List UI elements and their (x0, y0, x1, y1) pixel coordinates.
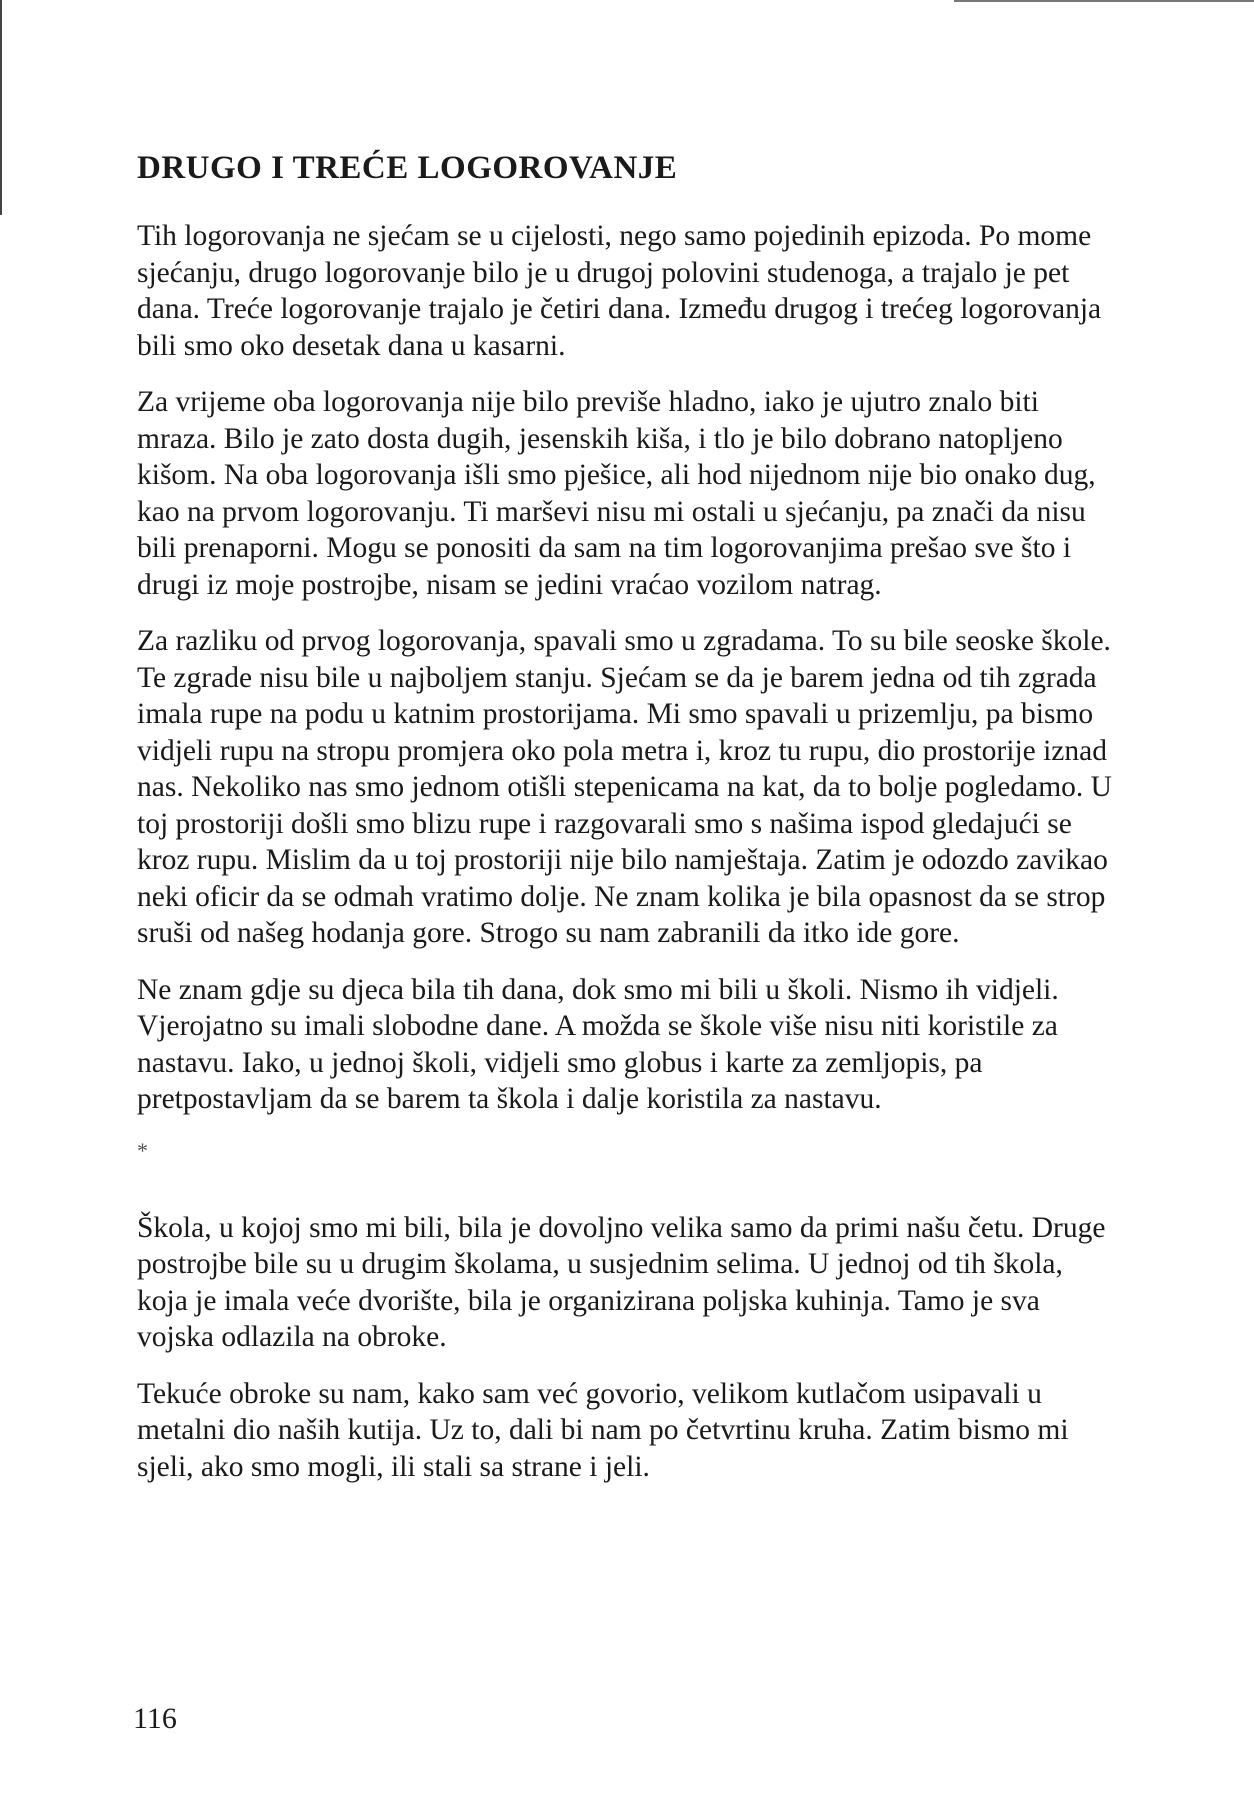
section-separator: * (137, 1137, 148, 1163)
scan-edge-top (954, 0, 1254, 2)
paragraph: Tih logorovanja ne sjećam se u cijelosti, nego samo pojedinih epizoda. Po mome sjećanju, drugo logorovanje bilo je u drugoj polovini studenoga, a trajalo je pet dana. Treće logorovanje trajalo je četiri dana. Između drugog i trećeg logorovanja bili smo oko desetak dana u kasarni. (137, 220, 1102, 362)
paragraph: Ne znam gdje su djeca bila tih dana, dok smo mi bili u školi. Nismo ih vidjeli. Vjerojatno su imali slobodne dane. A možda se škole više nisu niti koristile za nastavu. Iako, u jednoj školi, vidjeli smo globus i karte za zemljopis, pa pretpostavljam da se barem ta škola i dalje koristila za nastavu. (137, 973, 1059, 1115)
page-number: 116 (133, 1702, 177, 1735)
chapter-title: DRUGO I TREĆE LOGOROVANJE (137, 150, 678, 186)
paragraph: Za vrijeme oba logorovanja nije bilo previše hladno, iako je ujutro znalo biti mraza. Bilo je zato dosta dugih, jesenskih kiša, i tlo je bilo dobrano natopljeno kišom. Na oba logorovanja išli smo pješice, ali hod nijednom nije bio onako dug, kao na prvom logorovanju. Ti marševi nisu mi ostali u sjećanju, pa znači da nisu bili prenaporni. Mogu se ponositi da sam na tim logorovanjima prešao sve što i drugi iz moje postrojbe, nisam se jedini vraćao vozilom natrag. (137, 386, 1096, 601)
paragraph: Za razliku od prvog logorovanja, spavali smo u zgradama. To su bile seoske škole. Te zgrade nisu bile u najboljem stanju. Sjećam se da je barem jedna od tih zgrada imala rupe na podu u katnim prostorijama. Mi smo spavali u prizemlju, pa bismo vidjeli rupu na stropu promjera oko pola metra i, kroz tu rupu, dio prostorije iznad nas. Nekoliko nas smo jednom otišli stepenicama na kat, da to bolje pogledamo. U toj prostoriji došli smo blizu rupe i razgovarali smo s našima ispod gledajući se kroz rupu. Mislim da u toj prostoriji nije bilo namještaja. Zatim je odozdo zavikao neki oficir da se odmah vratimo dolje. Ne znam kolika je bila opasnost da se strop sruši od našeg hodanja gore. Strogo su nam zabranili da itko ide gore. (137, 625, 1112, 949)
scan-edge-left (0, 0, 2, 215)
paragraph: Tekuće obroke su nam, kako sam već govorio, velikom kutlačom usipavali u metalni dio naših kutija. Uz to, dali bi nam po četvrtinu kruha. Zatim bismo mi sjeli, ako smo mogli, ili stali sa strane i jeli. (137, 1377, 1069, 1483)
paragraph: Škola, u kojoj smo mi bili, bila je dovoljno velika samo da primi našu četu. Druge postrojbe bile su u drugim školama, u susjednim selima. U jednoj od tih škola, koja je imala veće dvorište, bila je organizirana poljska kuhinja. Tamo je sva vojska odlazila na obroke. (137, 1211, 1106, 1353)
page-body (137, 148, 1117, 1505)
